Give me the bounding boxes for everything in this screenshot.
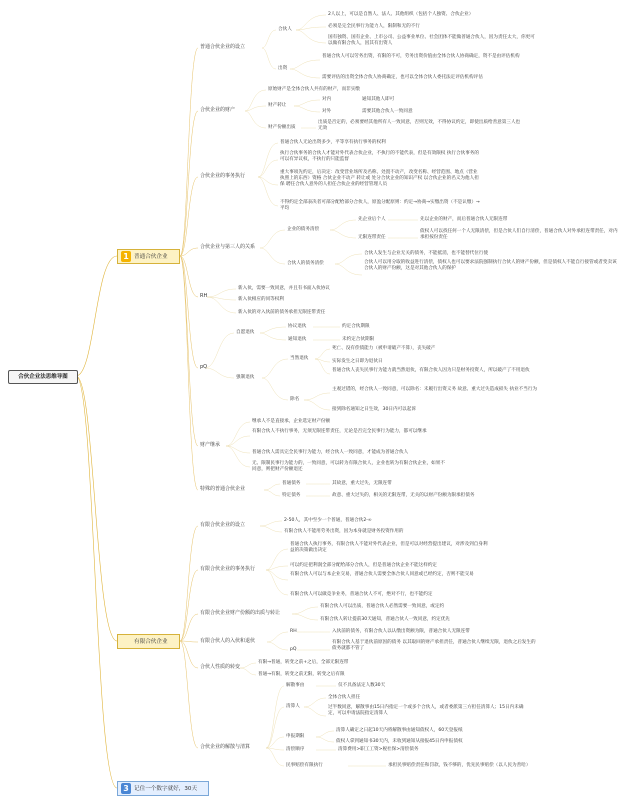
note-valuation: 需要评估的出资全体合伙人协商确定，也可以全体合伙人委托法定评估机构评估	[322, 75, 483, 80]
branch-label: 普通合伙企业	[134, 254, 168, 260]
note-labor-contribution: 普通合伙人可以劳务出资，有限的不可，劳务出资价值由全体合伙人协商确定，资不是由评估机构	[322, 54, 520, 59]
branch-thirty-days[interactable]	[117, 781, 209, 796]
note-partner-count: 2人以上，可以是自然人、法人、其他组织（包括个人独资、合伙企业）	[328, 12, 474, 17]
topic-civil-priority[interactable]: 民事赔偿有限执行	[286, 763, 323, 768]
note-representation: 执行合伙事务的合伙人才能对外代表合伙企业，不执行的不能代表，但是有效限权 执行合伙事务的可以有异议权，不执行的只能监督	[280, 151, 479, 162]
topic-lp-establishment[interactable]: 有限合伙企业的设立	[200, 522, 246, 528]
topic-automatic-withdrawal[interactable]: 当然退伙	[290, 356, 309, 361]
topic-gp-affairs[interactable]: 合伙企业的事务执行	[200, 173, 246, 179]
note-excluded-entities: 国有独资、国有企业、上市公司、公益事业单位、社会团体不能做普通合伙人，因为责任太大，你更可以做有限合伙人，因其有出资人	[328, 35, 535, 46]
note-notice-period: 清算人确定之日起10天内将解散事由通知债权人，60天登报纸	[336, 728, 463, 733]
note-dissolution-cause: 仅不具备法定人数30天	[338, 683, 386, 688]
branch-limited-partnership[interactable]	[117, 634, 180, 649]
topic-partner-conversion[interactable]: 合伙人性质的转变	[200, 664, 241, 670]
note-expulsion-effect: 接到除名通知之日生效，30日内可以起诉	[332, 407, 416, 412]
note-admission-rights: 新入伙相应的同等权利	[238, 297, 284, 302]
topic-liquidator[interactable]: 清算人	[286, 704, 300, 709]
topic-ordinary-debt[interactable]: 普通债务	[282, 481, 301, 486]
note-lp-management: 普通合伙人执行事务，有限合伙人不能对外代表企业，但是可以对经营提出建议，对涉及到自身利益的决策做出决定	[290, 542, 488, 553]
branch-label: 有限合伙企业	[134, 639, 168, 645]
note-original-property: 原始财产是全体合伙人共有的财产，而非实缴	[268, 87, 360, 92]
topic-dissolution-liquidation[interactable]: 合伙企业的解散与清算	[200, 744, 251, 750]
note-major-matters: 重大事项先约定，后决定：改变营业场所及名称，处置不动产，改变名称、经营范围、地点（营业执照上的东西）资格 合伙企业不动产 转让或 处分合伙企业的知识产权 以合伙企业的名义为他人担保 聘任合伙人意外的人担任合伙企业的经营管理人员	[280, 170, 479, 187]
note-admission-consent: 新入伙，需要一致同意，并且有书面入伙协议	[238, 286, 330, 291]
note-external-transfer: 需要其他合伙人一致同意	[362, 109, 413, 114]
topic-compulsory-withdrawal[interactable]: 强制退伙	[236, 375, 255, 380]
note-admission-liability: 新入伙的对入伙前的债务承担无限连带责任	[238, 310, 326, 315]
topic-special-gp[interactable]: 特殊的普通合伙企业	[200, 486, 246, 492]
note-heir-share: 继承人不是直接承，企业选定财产份额	[252, 419, 331, 424]
note-lp-competition: 有限合伙人可以做竞争业务，普通合伙人不可，绝对不行，也不能约定	[290, 592, 433, 597]
note-gp-to-lp: 普通→有限，转变之前无限，转变之后有限	[258, 672, 345, 677]
topic-gp-inheritance[interactable]: 财产继承	[200, 442, 221, 448]
note-lp-withdrawal: 有限合伙人基于退伙前原因的债务 以其取回的财产承担责任，普通合伙人继续无限，退伙之后发生的债务就都不管了	[332, 640, 536, 651]
note-limited-capacity-heir: 无、限制民事行为能力的，一致同意，可以转为有限合伙人，企业也转为有限合伙企业，如果不同意，则把财产份额退还	[252, 461, 445, 472]
note-no-offset: 合伙人发生与企业无关的债务，不能抵消，也不能替代位行使	[364, 251, 489, 256]
topic-dissolution-cause[interactable]: 解散事由	[286, 683, 305, 688]
topic-payment-order[interactable]: 清偿顺序	[286, 747, 305, 752]
topic-lp-pledge-transfer[interactable]: 有限合伙企业财产份额的出质与转让	[200, 610, 281, 616]
topic-unlimited-joint[interactable]: 无限连带责任	[358, 235, 386, 240]
topic-enterprise-first[interactable]: 先企业后个人	[358, 217, 386, 222]
note-internal-transfer: 通知其他人即可	[362, 97, 395, 102]
note-lp-partner-count: 2-50人，其中至少一个普通，普通合伙2-∞	[284, 518, 372, 523]
note-liquidator-all: 全体合伙人担任	[328, 695, 361, 700]
topic-lp-admission-withdrawal[interactable]: 有限合伙人的入伙和退伙	[200, 638, 256, 644]
topic-voluntary-withdrawal[interactable]: 自愿退伙	[236, 330, 255, 335]
topic-gp-property[interactable]: 合伙企业的财产	[200, 107, 236, 113]
topic-gp-withdrawal[interactable]: pQ	[200, 364, 208, 370]
note-capacity: 必须是完全民事行为能力人，限制和无的不行	[328, 24, 420, 29]
topic-contribution[interactable]: 出资	[278, 66, 288, 71]
topic-gp-establishment[interactable]: 普通合伙企业的设立	[200, 44, 246, 50]
note-lp-heir: 有限合伙人不执行事务，无须无限连带责任，无论是否完全民事行为能力，都可以继承	[252, 429, 427, 434]
note-unlimited-joint: 债权人可以找任何一个人无限清偿，但是合伙人们自行清偿，普通合伙人对外承担连带责任，对内承担按份责任	[420, 229, 618, 240]
note-lp-to-gp: 有限→普通，转变之前+之后，全部无限连带	[258, 660, 349, 665]
topic-external[interactable]: 对外	[322, 109, 332, 114]
root-topic[interactable]: 合伙企业法思维导图	[8, 370, 78, 384]
topic-share-pledge[interactable]: 财产份额出质	[268, 125, 296, 130]
topic-gp-third-party[interactable]: 合伙企业与第三人的关系	[200, 244, 256, 250]
topic-enterprise-debt[interactable]: 企业的债务清偿	[287, 227, 320, 232]
topic-expulsion[interactable]: 除名	[290, 397, 300, 402]
note-withdrawal-date: 实际发生之日即为退伙日	[332, 359, 383, 364]
note-profit-distribution: 不得约定全部表决者可部分配给部分合伙人，原盈分配原则：约定→协商→实缴出资（不是认缴）→平均	[280, 200, 480, 211]
note-liquidator-appoint: 过半数同意，解散事由15日内指定一个或多个合伙人，或者委派第三方担任清算人；15日内未确定，可以申请法院指定清算人	[328, 705, 524, 716]
note-specific-debt: 故意、重大过失的，相关的无限连带，无关的以财产份额为限承担债务	[332, 493, 475, 498]
branch-label: 记住一个数字就好，30天	[134, 786, 198, 792]
branch-general-partnership[interactable]	[117, 249, 180, 264]
note-lp-admission: 入伙前的债务，有限合伙人以认缴出资额为限，普通合伙人无限连带	[332, 629, 470, 634]
topic-notice-withdrawal[interactable]: 通知退伙	[288, 337, 307, 342]
topic-lp-admission[interactable]: RH	[290, 629, 297, 634]
note-lp-transactions: 有限合伙人可以与本企业交易，普通合伙人需要全体合伙人同意或已经约定，否则不能交易	[290, 572, 474, 577]
note-expulsion-grounds: 主观过错的，经合伙人一致同意，可以除名：未履行出资义务 故意、重大过失造成损失 执业不当行为	[332, 387, 538, 392]
note-share-pledge: 出质是否定的，必须要经其他所有人一致同意，否则无效，不得协议约定，即使出质给善意第三人也无效	[318, 120, 521, 131]
branch-number-badge: 1	[121, 251, 131, 262]
branch-number-badge: 3	[121, 783, 131, 794]
topic-property-transfer[interactable]: 财产转让	[268, 103, 287, 108]
topic-partners[interactable]: 合伙人	[278, 27, 292, 32]
note-automatic-causes: 死亡、没有偿债能力（被申请破产不算），丧失破产	[332, 346, 436, 351]
note-no-term: 未约定合伙期限	[342, 337, 375, 342]
note-lp-profit: 可以约定把利润全部分配给部分合伙人，但是普通合伙企业不能这样约定	[290, 563, 438, 568]
note-claim-period: 债权人拿到通知书30天内，未收到通知从接报45日内申报债权	[336, 739, 463, 744]
note-agreed-term: 约定合伙期限	[342, 324, 370, 329]
note-lp-transfer: 有限合伙人转让提前30天通知，普通合伙人一致同意，约定优先	[320, 617, 450, 622]
note-equal-rights: 普通合伙人无论出资多少，平等享有执行事务的权利	[280, 140, 386, 145]
topic-gp-admission[interactable]: RH	[200, 293, 208, 299]
note-lp-pledge: 有限合伙人可以出质，普通合伙人必然需要一致同意，或定约	[320, 604, 445, 609]
topic-specific-debt[interactable]: 特定债务	[282, 493, 301, 498]
note-ordinary-debt: 其故意，重大过失，无限连带	[332, 481, 392, 486]
topic-claim-period[interactable]: 申报期限	[286, 734, 305, 739]
note-share-enforcement: 合伙人可以用分取的收益进行清偿，债权人也可以要求法院强制执行合伙人的财产份额，但是债权人不能自行接管或者变卖该合伙人的财产份额，这是对其他合伙人的保护	[364, 260, 617, 271]
topic-agreed-withdrawal[interactable]: 协议退伙	[288, 324, 307, 329]
topic-internal[interactable]: 对内	[322, 97, 332, 102]
note-payment-order: 清算费用>职工工资>税社保>清偿债务	[338, 747, 419, 752]
note-capacity-loss: 普通合伙人丧失民事行为能力就当然退伙，有限合伙人因为只是财务投资人，所以破产了不用退伙	[332, 368, 530, 373]
note-gp-heir: 普通合伙人需具完全民事行为能力，经合伙人一致同意，才能成为普通合伙人	[252, 450, 409, 455]
note-lp-no-labor: 有限合伙人不能用劳务出资，因为本身就是财务投资作用的	[284, 529, 404, 534]
note-civil-priority: 承担民事赔偿责任和罚款，钱不够的，优先民事赔偿（以人民为善哈）	[388, 763, 531, 768]
topic-partner-debt[interactable]: 合伙人的债务清偿	[287, 261, 324, 266]
topic-lp-withdrawal[interactable]: pQ	[290, 647, 297, 652]
note-enterprise-first: 先以企业的财产，而后普通合伙人无限连带	[420, 217, 508, 222]
topic-lp-affairs[interactable]: 有限合伙企业的事务执行	[200, 566, 256, 572]
